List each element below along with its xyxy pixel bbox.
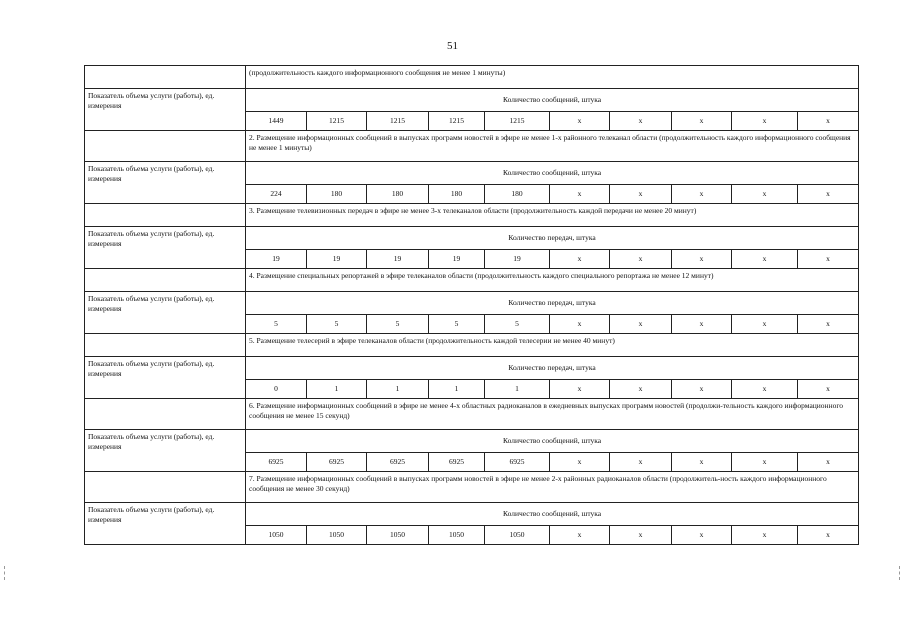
service-volume-table bbox=[84, 65, 859, 545]
table-body bbox=[85, 66, 859, 545]
description-row bbox=[85, 399, 859, 430]
empty-cell bbox=[85, 269, 246, 292]
value-cell: 6925 bbox=[429, 453, 485, 472]
value-cell: х bbox=[732, 380, 798, 399]
value-cell: х bbox=[798, 526, 859, 545]
value-cell: 5 bbox=[367, 315, 429, 334]
empty-cell bbox=[85, 334, 246, 357]
value-cell: х bbox=[550, 250, 610, 269]
service-description: 3. Размещение телевизионных передач в эфире не менее 3-х телеканалов области (продолжительность каждой передачи не менее 20 минут) bbox=[246, 204, 859, 227]
value-cell: 1050 bbox=[367, 526, 429, 545]
value-cell: х bbox=[732, 315, 798, 334]
value-cell: х bbox=[732, 250, 798, 269]
value-cell: х bbox=[672, 112, 732, 131]
value-cell: х bbox=[732, 526, 798, 545]
indicator-label: Показатель объема услуги (работы), ед. измерения bbox=[85, 357, 246, 399]
indicator-label: Показатель объема услуги (работы), ед. измерения bbox=[85, 227, 246, 269]
value-cell: х bbox=[798, 250, 859, 269]
value-cell: х bbox=[798, 453, 859, 472]
margin-mark-right bbox=[899, 566, 901, 580]
unit-of-measure: Количество передач, штука bbox=[246, 292, 859, 315]
value-cell: х bbox=[550, 380, 610, 399]
value-cell: х bbox=[672, 185, 732, 204]
unit-of-measure: Количество сообщений, штука bbox=[246, 503, 859, 526]
unit-row bbox=[85, 503, 859, 526]
value-cell: 180 bbox=[367, 185, 429, 204]
service-description: 4. Размещение специальных репортажей в эфире телеканалов области (продолжительность каждого специального репортажа не менее 12 минут) bbox=[246, 269, 859, 292]
value-cell: х bbox=[672, 250, 732, 269]
value-cell: 0 bbox=[246, 380, 307, 399]
value-cell: 224 bbox=[246, 185, 307, 204]
value-cell: х bbox=[798, 315, 859, 334]
service-description: 2. Размещение информационных сообщений в выпусках программ новостей в эфире не менее 1-х районного телеканал области (продолжительность каждого информационного сообщения не менее 1 минуты) bbox=[246, 131, 859, 162]
value-cell: 180 bbox=[485, 185, 550, 204]
value-cell: х bbox=[672, 315, 732, 334]
description-row bbox=[85, 204, 859, 227]
value-cell: х bbox=[732, 185, 798, 204]
value-cell: 6925 bbox=[307, 453, 367, 472]
service-description: 7. Размещение информационных сообщений в выпусках программ новостей в эфире не менее 2-х районных радиоканалов области (продолжитель-ность каждого информационного сообщения не менее 30 секунд) bbox=[246, 472, 859, 503]
value-cell: 1215 bbox=[307, 112, 367, 131]
value-cell: 19 bbox=[367, 250, 429, 269]
service-description: 5. Размещение телесерий в эфире телеканалов области (продолжительность каждой телесерии не менее 40 минут) bbox=[246, 334, 859, 357]
empty-cell bbox=[85, 66, 246, 89]
value-cell: 1050 bbox=[485, 526, 550, 545]
margin-mark-left bbox=[4, 566, 6, 580]
value-cell: х bbox=[610, 453, 672, 472]
value-cell: 1 bbox=[307, 380, 367, 399]
value-cell: х bbox=[610, 250, 672, 269]
indicator-label: Показатель объема услуги (работы), ед. измерения bbox=[85, 89, 246, 131]
value-cell: х bbox=[672, 453, 732, 472]
unit-row bbox=[85, 227, 859, 250]
value-cell: 19 bbox=[429, 250, 485, 269]
value-cell: 6925 bbox=[485, 453, 550, 472]
service-description: 6. Размещение информационных сообщений в эфире не менее 4-х областных радиоканалов в ежедневных выпусках программ новостей (продолжи-тельность каждого информационного сообщения не менее 15 секунд) bbox=[246, 399, 859, 430]
value-cell: х bbox=[610, 112, 672, 131]
value-cell: 1 bbox=[429, 380, 485, 399]
value-cell: 1 bbox=[485, 380, 550, 399]
empty-cell bbox=[85, 472, 246, 503]
description-row bbox=[85, 131, 859, 162]
value-cell: 19 bbox=[485, 250, 550, 269]
unit-row bbox=[85, 292, 859, 315]
value-cell: 1449 bbox=[246, 112, 307, 131]
value-cell: 5 bbox=[485, 315, 550, 334]
value-cell: х bbox=[732, 453, 798, 472]
unit-of-measure: Количество сообщений, штука bbox=[246, 430, 859, 453]
unit-of-measure: Количество сообщений, штука bbox=[246, 162, 859, 185]
description-row bbox=[85, 66, 859, 89]
unit-of-measure: Количество передач, штука bbox=[246, 227, 859, 250]
service-description: (продолжительность каждого информационного сообщения не менее 1 минуты) bbox=[246, 66, 859, 89]
unit-of-measure: Количество сообщений, штука bbox=[246, 89, 859, 112]
unit-row bbox=[85, 162, 859, 185]
value-cell: 1050 bbox=[307, 526, 367, 545]
value-cell: х bbox=[550, 315, 610, 334]
value-cell: 6925 bbox=[367, 453, 429, 472]
value-cell: х bbox=[610, 315, 672, 334]
value-cell: 5 bbox=[246, 315, 307, 334]
unit-of-measure: Количество передач, штука bbox=[246, 357, 859, 380]
value-cell: х bbox=[672, 380, 732, 399]
indicator-label: Показатель объема услуги (работы), ед. измерения bbox=[85, 162, 246, 204]
value-cell: х bbox=[798, 380, 859, 399]
value-cell: х bbox=[550, 185, 610, 204]
value-cell: х bbox=[798, 112, 859, 131]
description-row bbox=[85, 269, 859, 292]
unit-row bbox=[85, 89, 859, 112]
value-cell: 19 bbox=[307, 250, 367, 269]
indicator-label: Показатель объема услуги (работы), ед. измерения bbox=[85, 292, 246, 334]
value-cell: х bbox=[550, 453, 610, 472]
description-row bbox=[85, 472, 859, 503]
value-cell: х bbox=[798, 185, 859, 204]
value-cell: 6925 bbox=[246, 453, 307, 472]
value-cell: 5 bbox=[307, 315, 367, 334]
value-cell: х bbox=[610, 380, 672, 399]
indicator-label: Показатель объема услуги (работы), ед. измерения bbox=[85, 503, 246, 545]
value-cell: х bbox=[550, 526, 610, 545]
value-cell: х bbox=[672, 526, 732, 545]
value-cell: х bbox=[610, 185, 672, 204]
value-cell: 1 bbox=[367, 380, 429, 399]
value-cell: 180 bbox=[429, 185, 485, 204]
unit-row bbox=[85, 357, 859, 380]
value-cell: 180 bbox=[307, 185, 367, 204]
value-cell: 5 bbox=[429, 315, 485, 334]
empty-cell bbox=[85, 399, 246, 430]
value-cell: 1215 bbox=[485, 112, 550, 131]
value-cell: х bbox=[550, 112, 610, 131]
empty-cell bbox=[85, 204, 246, 227]
page-number: 51 bbox=[447, 40, 458, 52]
value-cell: х bbox=[610, 526, 672, 545]
value-cell: 1215 bbox=[367, 112, 429, 131]
empty-cell bbox=[85, 131, 246, 162]
value-cell: 19 bbox=[246, 250, 307, 269]
value-cell: 1215 bbox=[429, 112, 485, 131]
value-cell: 1050 bbox=[429, 526, 485, 545]
unit-row bbox=[85, 430, 859, 453]
indicator-label: Показатель объема услуги (работы), ед. измерения bbox=[85, 430, 246, 472]
value-cell: х bbox=[732, 112, 798, 131]
value-cell: 1050 bbox=[246, 526, 307, 545]
description-row bbox=[85, 334, 859, 357]
